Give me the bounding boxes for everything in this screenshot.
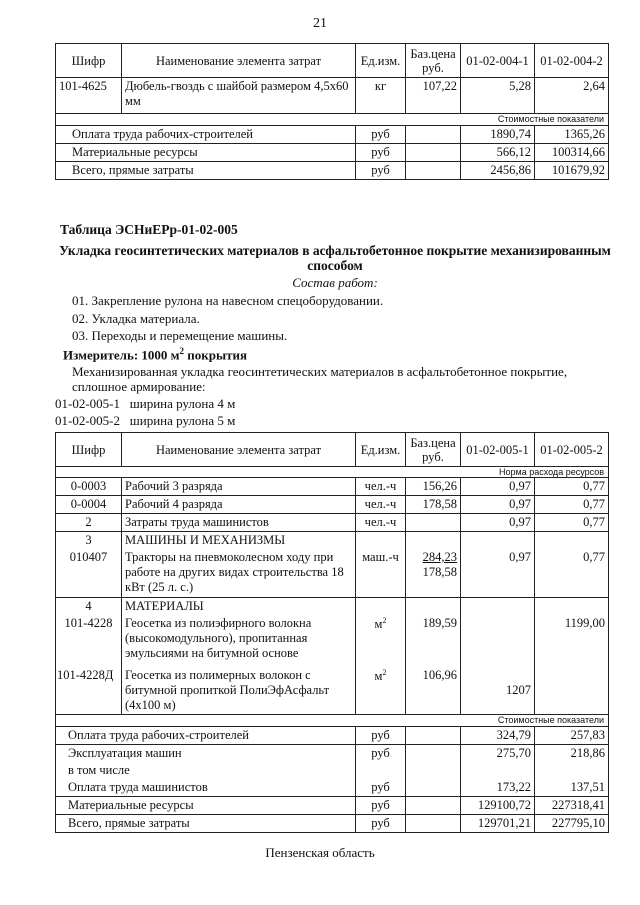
row-code: 101-4625 [56,78,122,114]
total-unit: руб [356,779,406,797]
col-header-price: Баз.цена руб. [406,433,461,467]
total-value-1: 2456,86 [461,162,535,180]
work-composition-title: Состав работ: [292,275,378,290]
norm-header-label: Норма расхода ресурсов [56,467,609,478]
total-value-1: 129701,21 [461,815,535,833]
total-unit: руб [356,797,406,815]
col-header-variant-1: 01-02-004-1 [461,44,535,78]
total-value-1: 275,70 [461,745,535,763]
total-row [56,144,609,162]
total-name: в том числе [56,762,356,779]
row-unit: чел.-ч [356,478,406,496]
total-value-2: 257,83 [535,727,609,745]
row-unit: $м^2$ [356,667,406,715]
total-value-2: 218,86 [535,745,609,763]
total-value-2: 1365,26 [535,126,609,144]
total-name: Оплата труда рабочих-строителей [56,126,356,144]
total-value-1: 324,79 [461,727,535,745]
description-line1: Механизированная укладка геосинтетических материалов в асфальтобетонное покрытие, [72,364,568,379]
total-unit: руб [356,815,406,833]
row-name: Геосетка из полимерных волокон с битумной пропиткой ПолиЭфАсфальт (4х100 м) [122,667,356,715]
row-value-2: 0,77 [535,549,609,597]
row-code: 101-4228Д [56,667,122,715]
row-price: 284,23 178,58 [406,549,461,597]
total-value-2: 101679,92 [535,162,609,180]
section-heading-line2: способом [307,258,363,273]
table-row [56,549,609,597]
col-header-variant-2: 01-02-004-2 [535,44,609,78]
section-row [56,532,609,550]
total-unit: руб [356,727,406,745]
total-name: Оплата труда машинистов [56,779,356,797]
row-price: 107,22 [406,78,461,114]
row-value-1: 0,97 [461,478,535,496]
row-code: 101-4228 [56,615,122,667]
total-unit: руб [356,126,406,144]
description-line2: сплошное армирование: [72,379,206,394]
row-value-2: 1199,00 [535,615,609,667]
table-row [56,496,609,514]
total-value-2: 100314,66 [535,144,609,162]
row-price: 156,26 [406,478,461,496]
row-unit: чел.-ч [356,496,406,514]
row-price: 106,96 [406,667,461,715]
row-price: 178,58 [406,496,461,514]
total-row [56,727,609,745]
work-item: 03. Переходы и перемещение машины. [72,328,288,343]
col-header-variant-2: 01-02-005-2 [535,433,609,467]
row-value-2 [535,667,609,715]
row-value-1: 0,97 [461,514,535,532]
total-value-2: 227795,10 [535,815,609,833]
col-header-code: Шифр [56,433,122,467]
total-name: Всего, прямые затраты [56,815,356,833]
section-heading-line1: Укладка геосинтетических материалов в асфальтобетонное покрытие механизированным [59,243,611,258]
total-row [56,797,609,815]
cost-indicators-label: Стоимостные показатели [56,114,609,126]
table-row [56,78,609,114]
row-code: 0-0003 [56,478,122,496]
row-unit: маш.-ч [356,549,406,597]
row-name: Геосетка из полиэфирного волокна (высокомодульного), пропитанная эмульсиями на битумной основе [122,615,356,667]
variant-line: 01-02-005-2 ширина рулона 5 м [55,413,236,428]
row-name: Тракторы на пневмоколесном ходу при работе на других видах строительства 18 кВт (25 л. с.) [122,549,356,597]
page-footer: Пензенская область [265,845,375,860]
total-value-1: 173,22 [461,779,535,797]
row-value-1 [461,615,535,667]
row-unit: $м^2$ [356,615,406,667]
row-name: Дюбель-гвоздь с шайбой размером 4,5х60 мм [122,78,356,114]
total-name: Всего, прямые затраты [56,162,356,180]
work-item: 02. Укладка материала. [72,311,200,326]
section-code: 3 [56,532,122,550]
total-value-1: 129100,72 [461,797,535,815]
row-unit: чел.-ч [356,514,406,532]
col-header-variant-1: 01-02-005-1 [461,433,535,467]
total-row [56,162,609,180]
col-header-code: Шифр [56,44,122,78]
col-header-unit: Ед.изм. [356,433,406,467]
section-name: МАТЕРИАЛЫ [122,597,356,615]
table-row [56,667,609,715]
table-title: Таблица ЭСНиЕРр-01-02-005 [60,222,238,237]
page-number: 21 [313,16,327,31]
col-header-unit: Ед.изм. [356,44,406,78]
cost-table-004 [55,43,609,180]
section-code: 4 [56,597,122,615]
total-value-1 [461,762,535,779]
total-row [56,126,609,144]
row-value-2: 0,77 [535,514,609,532]
total-value-1: 566,12 [461,144,535,162]
total-value-2: 137,51 [535,779,609,797]
total-unit: руб [356,162,406,180]
row-name: Рабочий 3 разряда [122,478,356,496]
row-value-2: 2,64 [535,78,609,114]
row-value-1: 0,97 [461,496,535,514]
total-unit: руб [356,144,406,162]
work-item: 01. Закрепление рулона на навесном спецоборудовании. [72,293,384,308]
total-row [56,815,609,833]
row-value-2: 0,77 [535,478,609,496]
total-value-1: 1890,74 [461,126,535,144]
total-row [56,762,609,779]
section-name: МАШИНЫ И МЕХАНИЗМЫ [122,532,356,550]
row-value-1: 5,28 [461,78,535,114]
total-name: Материальные ресурсы [56,797,356,815]
total-name: Эксплуатация машин [56,745,356,763]
row-code: 0-0004 [56,496,122,514]
table-row [56,514,609,532]
row-value-1: 1207 [461,667,535,715]
row-name: Затраты труда машинистов [122,514,356,532]
col-header-price: Баз.цена руб. [406,44,461,78]
total-row [56,779,609,797]
variant-line: 01-02-005-1 ширина рулона 4 м [55,396,236,411]
row-name: Рабочий 4 разряда [122,496,356,514]
row-value-2: 0,77 [535,496,609,514]
total-value-2 [535,762,609,779]
row-code: 2 [56,514,122,532]
table-row [56,615,609,667]
total-row [56,745,609,763]
col-header-name: Наименование элемента затрат [122,44,356,78]
table-row [56,478,609,496]
measurement-unit: Измеритель: 1000 $м^2$ покрытия [63,346,248,363]
total-unit: руб [356,745,406,763]
col-header-name: Наименование элемента затрат [122,433,356,467]
row-value-1: 0,97 [461,549,535,597]
row-unit: кг [356,78,406,114]
row-code: 010407 [56,549,122,597]
total-value-2: 227318,41 [535,797,609,815]
total-name: Оплата труда рабочих-строителей [56,727,356,745]
resource-table-005 [55,432,609,833]
cost-indicators-label: Стоимостные показатели [56,715,609,727]
total-name: Материальные ресурсы [56,144,356,162]
total-unit [356,762,406,779]
section-row [56,597,609,615]
row-price: 189,59 [406,615,461,667]
